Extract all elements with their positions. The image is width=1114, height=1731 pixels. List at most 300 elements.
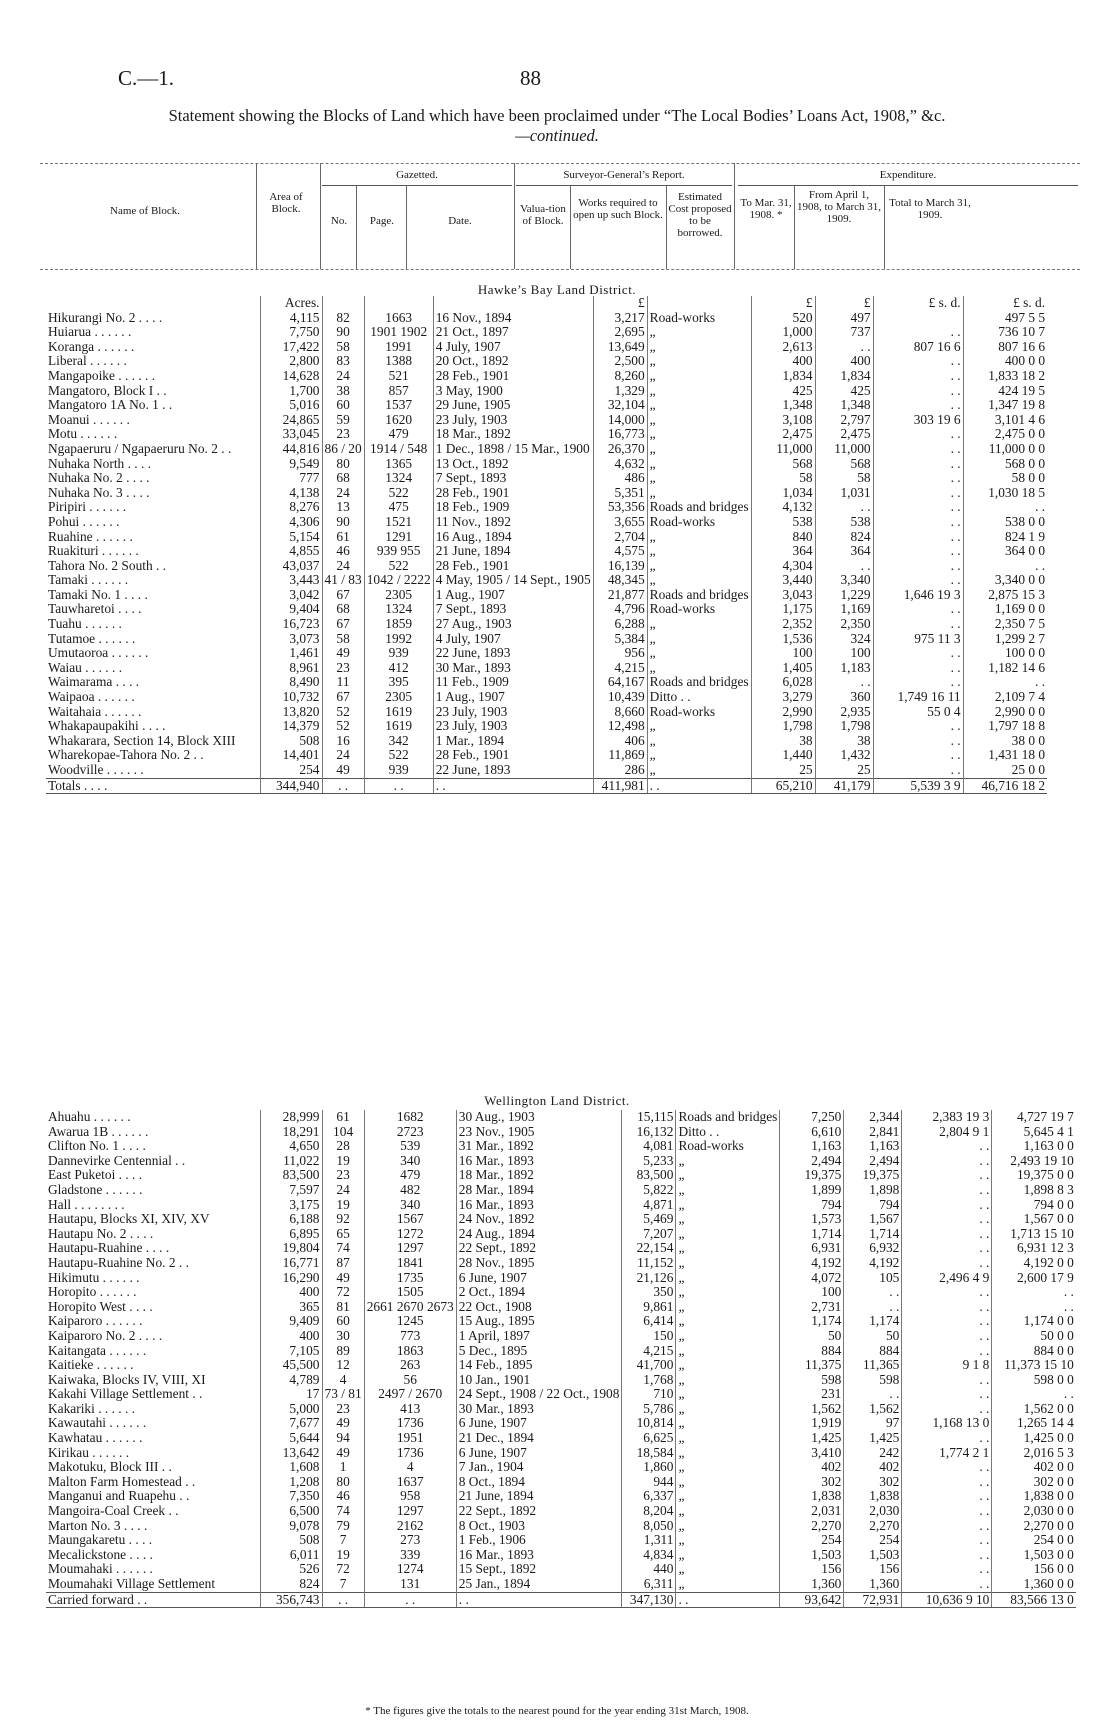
table-row [46, 690, 1047, 705]
cell-exp-total: 2,475 0 0 [963, 427, 1047, 442]
header-to-mar: To Mar. 31, 1908. * [740, 197, 792, 221]
cell-exp-1908-09: . . [873, 530, 963, 545]
cell-exp-to-1908: 6,932 [844, 1241, 902, 1256]
cell-gazette-page: 412 [364, 661, 433, 676]
cell-gazette-date: 6 June, 1907 [456, 1271, 622, 1286]
cell-block-name: Hall . . . . . . . . [48, 1197, 125, 1212]
cell-estimated-cost: 11,000 [751, 442, 815, 457]
cell-exp-to-1908: 41,179 [815, 778, 873, 794]
cell-works: „ [647, 413, 751, 428]
cell-block-name: Horopito . . . . . . [48, 1285, 137, 1300]
cell-block-name: Whakapaupakihi . . . . [48, 719, 166, 734]
cell-exp-total: 2,875 15 3 [963, 588, 1047, 603]
cell-block-name: Nuhaka No. 3 . . . . [48, 485, 150, 500]
cell-gazette-no: 16 [322, 734, 364, 749]
cell-gazette-page: 131 [364, 1577, 456, 1592]
cell-gazette-no: 72 [322, 1562, 364, 1577]
cell-estimated-cost: 2,270 [780, 1519, 844, 1534]
cell-estimated-cost: 156 [780, 1562, 844, 1577]
cell-gazette-page: 1901 1902 [364, 325, 433, 340]
cell-gazette-page: 340 [364, 1198, 456, 1213]
cell-valuation: 12,498 [593, 719, 647, 734]
cell-exp-to-1908: 425 [815, 384, 873, 399]
cell-estimated-cost: 884 [780, 1344, 844, 1359]
wellington-table [46, 1110, 1076, 1608]
cell-valuation: 64,167 [593, 675, 647, 690]
table-row [46, 427, 1047, 442]
cell-gazette-date: 22 Sept., 1892 [456, 1504, 622, 1519]
cell-gazette-page: 395 [364, 675, 433, 690]
cell-gazette-date: 3 May, 1900 [433, 384, 593, 399]
cell-gazette-page: 1365 [364, 457, 433, 472]
cell-exp-total: . . [963, 500, 1047, 515]
cell-exp-total: 1,797 18 8 [963, 719, 1047, 734]
cell-gazette-no: 23 [322, 427, 364, 442]
cell-valuation: 6,625 [622, 1431, 676, 1446]
cell-works: „ [676, 1533, 780, 1548]
cell-works: „ [647, 544, 751, 559]
table-row [46, 1387, 1076, 1402]
cell-gazette-page: 479 [364, 427, 433, 442]
cell-exp-total: 3,340 0 0 [963, 573, 1047, 588]
header-surveyor: Surveyor-General’s Report. [563, 169, 685, 181]
cell-works: Road-works [647, 705, 751, 720]
cell-block-name: Hautapu No. 2 . . . . [48, 1226, 154, 1241]
total-row [46, 778, 1047, 794]
cell-estimated-cost: 1,919 [780, 1416, 844, 1431]
cell-works: „ [647, 559, 751, 574]
cell-area: 14,379 [260, 719, 322, 734]
cell-gazette-no: 52 [322, 705, 364, 720]
cell-exp-1908-09: 5,539 3 9 [873, 778, 963, 794]
cell-gazette-page: 1951 [364, 1431, 456, 1446]
cell-area: 6,895 [260, 1227, 322, 1242]
cell-area: 5,016 [260, 398, 322, 413]
cell-gazette-page: 1291 [364, 530, 433, 545]
cell-valuation: 347,130 [622, 1592, 676, 1608]
cell-exp-1908-09: . . [873, 573, 963, 588]
cell-valuation: 5,351 [593, 486, 647, 501]
cell-gazette-page: 1245 [364, 1314, 456, 1329]
cell-block-name: Umutaoroa . . . . . . [48, 646, 149, 661]
cell-gazette-no: 23 [322, 661, 364, 676]
cell-valuation: 5,822 [622, 1183, 676, 1198]
cell-gazette-page: 1521 [364, 515, 433, 530]
cell-estimated-cost: 19,375 [780, 1168, 844, 1183]
units-row [46, 296, 1047, 311]
cell-gazette-no: 74 [322, 1504, 364, 1519]
cell-area: 10,732 [260, 690, 322, 705]
cell-gazette-no: 87 [322, 1256, 364, 1271]
cell-block-name: Kakariki . . . . . . [48, 1401, 136, 1416]
cell-area: 14,628 [260, 369, 322, 384]
cell-works: Road-works [676, 1139, 780, 1154]
cell-block-name: Tuahu . . . . . . [48, 617, 122, 632]
cell-works: „ [647, 427, 751, 442]
cell-exp-1908-09: . . [902, 1300, 992, 1315]
cell-exp-total: 824 1 9 [963, 530, 1047, 545]
cell-valuation: 22,154 [622, 1241, 676, 1256]
cell-works: „ [676, 1285, 780, 1300]
cell-works: „ [647, 486, 751, 501]
cell-gazette-date: 30 Aug., 1903 [456, 1110, 622, 1125]
cell-valuation: 5,384 [593, 632, 647, 647]
cell-valuation: 1,311 [622, 1533, 676, 1548]
table-row [46, 354, 1047, 369]
cell-area: 3,443 [260, 573, 322, 588]
cell-exp-1908-09: . . [873, 384, 963, 399]
table-row [46, 675, 1047, 690]
statement-title [50, 106, 1064, 146]
title-main: Statement showing the Blocks of Land which have been proclaimed under “The Local Bodies’ Loans Act, 1908,” &c. [168, 106, 946, 125]
cell-valuation: 15,115 [622, 1110, 676, 1125]
table-row [46, 573, 1047, 588]
cell-gazette-date: 18 Feb., 1909 [433, 500, 593, 515]
cell-area: 400 [260, 1285, 322, 1300]
cell-gazette-page: 1863 [364, 1344, 456, 1359]
cell-area: 17 [260, 1387, 322, 1402]
cell-valuation: 1,860 [622, 1460, 676, 1475]
cell-exp-to-1908: 2,030 [844, 1504, 902, 1519]
cell-gazette-date: 1 Feb., 1906 [456, 1533, 622, 1548]
cell-gazette-page: 1297 [364, 1241, 456, 1256]
cell-exp-total: 364 0 0 [963, 544, 1047, 559]
cell-valuation: 18,584 [622, 1446, 676, 1461]
cell-exp-1908-09: 1,749 16 11 [873, 690, 963, 705]
cell-works: „ [676, 1416, 780, 1431]
cell-gazette-no: 73 / 81 [322, 1387, 364, 1402]
cell-block-name: Moumahaki Village Settlement [48, 1577, 216, 1591]
cell-gazette-no: 67 [322, 617, 364, 632]
cell-estimated-cost: 50 [780, 1329, 844, 1344]
cell-gazette-date: 16 Aug., 1894 [433, 530, 593, 545]
cell-gazette-date: 21 Dec., 1894 [456, 1431, 622, 1446]
cell-works: „ [676, 1168, 780, 1183]
cell-area: 33,045 [260, 427, 322, 442]
cell-exp-1908-09: . . [902, 1475, 992, 1490]
cell-gazette-no: 1 [322, 1460, 364, 1475]
cell-gazette-page: 1505 [364, 1285, 456, 1300]
cell-area: 824 [260, 1577, 322, 1592]
cell-exp-to-1908: 1,163 [844, 1139, 902, 1154]
cell-estimated-cost: 231 [780, 1387, 844, 1402]
cell-works: „ [647, 398, 751, 413]
cell-area: 254 [260, 763, 322, 778]
cell-gazette-no: 58 [322, 632, 364, 647]
cell-gazette-no: 24 [322, 486, 364, 501]
cell-works: „ [676, 1562, 780, 1577]
cell-exp-to-1908: 2,270 [844, 1519, 902, 1534]
cell-block-name: Dannevirke Centennial . . [48, 1153, 186, 1168]
cell-gazette-page: 1736 [364, 1446, 456, 1461]
cell-estimated-cost: 2,731 [780, 1300, 844, 1315]
cell-gazette-page: 773 [364, 1329, 456, 1344]
cell-exp-1908-09: 2,804 9 1 [902, 1125, 992, 1140]
cell-area: 9,078 [260, 1519, 322, 1534]
cell-exp-1908-09: 807 16 6 [873, 340, 963, 355]
cell-exp-1908-09: . . [873, 734, 963, 749]
table-header [40, 163, 1080, 283]
cell-exp-to-1908: 1,348 [815, 398, 873, 413]
cell-gazette-date: 24 Sept., 1908 / 22 Oct., 1908 [456, 1387, 622, 1402]
table-row [46, 1504, 1076, 1519]
cell-estimated-cost: 2,613 [751, 340, 815, 355]
table-row [46, 530, 1047, 545]
cell-area: 4,115 [260, 311, 322, 326]
cell-estimated-cost: 4,072 [780, 1271, 844, 1286]
cell-block-name: Horopito West . . . . [48, 1299, 153, 1314]
cell-block-name: Kawautahi . . . . . . [48, 1416, 147, 1431]
cell-gazette-no: 49 [322, 763, 364, 778]
cell-estimated-cost: 2,494 [780, 1154, 844, 1169]
table-row [46, 1562, 1076, 1577]
cell-exp-total: 5,645 4 1 [992, 1125, 1076, 1140]
cell-works: „ [676, 1373, 780, 1388]
table-row [46, 369, 1047, 384]
cell-exp-1908-09: 9 1 8 [902, 1358, 992, 1373]
cell-exp-to-1908: 1,567 [844, 1212, 902, 1227]
cell-exp-1908-09: . . [902, 1387, 992, 1402]
table-row [46, 1402, 1076, 1417]
cell-area: 13,820 [260, 705, 322, 720]
cell-gazette-no: 65 [322, 1227, 364, 1242]
cell-gazette-no: 92 [322, 1212, 364, 1227]
cell-gazette-page: 1736 [364, 1416, 456, 1431]
cell-gazette-date: 28 Feb., 1901 [433, 748, 593, 763]
cell-estimated-cost: 58 [751, 471, 815, 486]
cell-exp-1908-09: . . [902, 1577, 992, 1592]
cell-gazette-no: 11 [322, 675, 364, 690]
cell-area: 5,000 [260, 1402, 322, 1417]
cell-gazette-date: 4 May, 1905 / 14 Sept., 1905 [433, 573, 593, 588]
cell-estimated-cost: 1,798 [751, 719, 815, 734]
cell-exp-to-1908: 254 [844, 1533, 902, 1548]
cell-exp-to-1908: 105 [844, 1271, 902, 1286]
cell-exp-total: 2,109 7 4 [963, 690, 1047, 705]
cell-valuation: 8,050 [622, 1519, 676, 1534]
cell-exp-1908-09: . . [873, 559, 963, 574]
cell-works: . . [647, 778, 751, 794]
cell-gazette-no: 19 [322, 1198, 364, 1213]
cell-gazette-page: 857 [364, 384, 433, 399]
cell-exp-1908-09: . . [902, 1139, 992, 1154]
cell-works: „ [676, 1344, 780, 1359]
table-row [46, 559, 1047, 574]
cell-block-name: Kaitangata . . . . . . [48, 1343, 147, 1358]
cell-estimated-cost: 2,352 [751, 617, 815, 632]
cell-gazette-date: 22 June, 1893 [433, 763, 593, 778]
table-row [46, 515, 1047, 530]
cell-valuation: 83,500 [622, 1168, 676, 1183]
table-row [46, 1489, 1076, 1504]
cell-gazette-page: 1735 [364, 1271, 456, 1286]
cell-block-name: Mangatoro, Block I . . [48, 383, 167, 398]
cell-exp-to-1908: 58 [815, 471, 873, 486]
cell-block-name: Mangapoike . . . . . . [48, 368, 156, 383]
cell-gazette-date: 13 Oct., 1892 [433, 457, 593, 472]
cell-valuation: 956 [593, 646, 647, 661]
cell-exp-1908-09: . . [873, 500, 963, 515]
cell-works: „ [647, 748, 751, 763]
cell-estimated-cost: 520 [751, 311, 815, 326]
cell-estimated-cost: 1,503 [780, 1548, 844, 1563]
cell-gazette-date: 6 June, 1907 [456, 1446, 622, 1461]
cell-gazette-page: 1537 [364, 398, 433, 413]
table-row [46, 325, 1047, 340]
cell-gazette-no: 61 [322, 530, 364, 545]
header-total: Total to March 31, 1909. [889, 197, 971, 221]
cell-works: „ [676, 1314, 780, 1329]
table-row [46, 457, 1047, 472]
cell-gazette-date: 28 Feb., 1901 [433, 559, 593, 574]
cell-gazette-no: 68 [322, 602, 364, 617]
cell-block-name: Woodville . . . . . . [48, 763, 144, 777]
cell-gazette-no: 38 [322, 384, 364, 399]
cell-exp-total: 424 19 5 [963, 384, 1047, 399]
cell-estimated-cost: 302 [780, 1475, 844, 1490]
cell-estimated-cost: £ [751, 296, 815, 311]
cell-works: „ [676, 1183, 780, 1198]
cell-estimated-cost: 2,475 [751, 427, 815, 442]
cell-estimated-cost: 100 [780, 1285, 844, 1300]
cell-area: 356,743 [260, 1592, 322, 1608]
table-row [46, 1300, 1076, 1315]
cell-gazette-date: 16 Mar., 1893 [456, 1198, 622, 1213]
cell-block-name: Kirikau . . . . . . [48, 1445, 130, 1460]
cell-valuation: 16,773 [593, 427, 647, 442]
cell-gazette-no: 58 [322, 340, 364, 355]
cell-gazette-date: 28 Mar., 1894 [456, 1183, 622, 1198]
cell-exp-total: 1,347 19 8 [963, 398, 1047, 413]
cell-exp-total: 2,990 0 0 [963, 705, 1047, 720]
cell-estimated-cost: 1,899 [780, 1183, 844, 1198]
cell-gazette-date: 16 Nov., 1894 [433, 311, 593, 326]
cell-area: 4,306 [260, 515, 322, 530]
cell-estimated-cost: 1,360 [780, 1577, 844, 1592]
cell-exp-1908-09: . . [902, 1344, 992, 1359]
cell-gazette-date: 24 Aug., 1894 [456, 1227, 622, 1242]
district-heading-wellington: Wellington Land District. [484, 1093, 630, 1108]
cell-area: 7,750 [260, 325, 322, 340]
cell-exp-total: 1,163 0 0 [992, 1139, 1076, 1154]
cell-valuation: 8,204 [622, 1504, 676, 1519]
cell-valuation: 10,439 [593, 690, 647, 705]
cell-gazette-no: 46 [322, 544, 364, 559]
cell-exp-to-1908: . . [815, 340, 873, 355]
cell-estimated-cost: 4,132 [751, 500, 815, 515]
cell-block-name: Hautapu-Ruahine . . . . [48, 1241, 170, 1256]
cell-exp-1908-09: . . [902, 1154, 992, 1169]
cell-exp-to-1908: 19,375 [844, 1168, 902, 1183]
cell-valuation: 4,081 [622, 1139, 676, 1154]
cell-area: 1,208 [260, 1475, 322, 1490]
cell-exp-to-1908: 1,174 [844, 1314, 902, 1329]
cell-works: „ [676, 1475, 780, 1490]
cell-gazette-date: . . [456, 1592, 622, 1608]
cell-estimated-cost: 568 [751, 457, 815, 472]
cell-estimated-cost: 1,163 [780, 1139, 844, 1154]
cell-gazette-date: 21 June, 1894 [456, 1489, 622, 1504]
cell-gazette-date: 15 Sept., 1892 [456, 1562, 622, 1577]
cell-gazette-page: 2723 [364, 1125, 456, 1140]
cell-block-name: Kaitieke . . . . . . [48, 1358, 134, 1373]
cell-valuation: 11,869 [593, 748, 647, 763]
cell-gazette-date: 1 Dec., 1898 / 15 Mar., 1900 [433, 442, 593, 457]
cell-exp-total: 302 0 0 [992, 1475, 1076, 1490]
cell-gazette-no: 23 [322, 1168, 364, 1183]
cell-estimated-cost: 1,425 [780, 1431, 844, 1446]
cell-block-name: Hautapu-Ruahine No. 2 . . [48, 1255, 189, 1270]
cell-gazette-no: 4 [322, 1373, 364, 1388]
cell-exp-total: 83,566 13 0 [992, 1592, 1076, 1608]
page-number: 88 [520, 66, 541, 90]
cell-estimated-cost: 538 [751, 515, 815, 530]
cell-exp-to-1908: 11,365 [844, 1358, 902, 1373]
cell-exp-to-1908: 1,714 [844, 1227, 902, 1242]
cell-exp-1908-09: . . [873, 646, 963, 661]
cell-exp-1908-09: 10,636 9 10 [902, 1592, 992, 1608]
table-row [46, 632, 1047, 647]
cell-gazette-no: 80 [322, 457, 364, 472]
cell-gazette-page: 1859 [364, 617, 433, 632]
cell-gazette-page: 939 955 [364, 544, 433, 559]
table-row [46, 661, 1047, 676]
cell-gazette-no [322, 296, 364, 311]
cell-gazette-page: 342 [364, 734, 433, 749]
cell-exp-1908-09: 2,496 4 9 [902, 1271, 992, 1286]
cell-estimated-cost: 1,034 [751, 486, 815, 501]
cell-estimated-cost: 402 [780, 1460, 844, 1475]
cell-gazette-date: 1 Mar., 1894 [433, 734, 593, 749]
cell-block-name: Waipaoa . . . . . . [48, 690, 135, 705]
table-row [46, 1271, 1076, 1286]
cell-exp-to-1908: 598 [844, 1373, 902, 1388]
cell-exp-to-1908: 2,935 [815, 705, 873, 720]
cell-gazette-no: 59 [322, 413, 364, 428]
cell-exp-to-1908: 400 [815, 354, 873, 369]
cell-block-name: Waimarama . . . . [48, 675, 140, 690]
cell-estimated-cost: 4,304 [751, 559, 815, 574]
cell-works: „ [676, 1548, 780, 1563]
cell-exp-to-1908: . . [844, 1285, 902, 1300]
cell-exp-to-1908: 568 [815, 457, 873, 472]
cell-estimated-cost: 11,375 [780, 1358, 844, 1373]
cell-gazette-page: 939 [364, 646, 433, 661]
cell-block-name: Totals . . . . [46, 778, 260, 794]
cell-estimated-cost: 25 [751, 763, 815, 778]
cell-valuation: 1,768 [622, 1373, 676, 1388]
cell-area: 14,401 [260, 748, 322, 763]
cell-area: Acres. [260, 296, 322, 311]
cell-exp-to-1908: 72,931 [844, 1592, 902, 1608]
cell-estimated-cost: 1,348 [751, 398, 815, 413]
cell-works: Road-works [647, 515, 751, 530]
cell-block-name: Waiau . . . . . . [48, 660, 123, 675]
cell-block-name: Tamaki No. 1 . . . . [48, 587, 148, 602]
table-row [46, 1548, 1076, 1563]
cell-area: 4,138 [260, 486, 322, 501]
cell-exp-to-1908: 1,360 [844, 1577, 902, 1592]
cell-area: 7,350 [260, 1489, 322, 1504]
cell-exp-total: 2,600 17 9 [992, 1271, 1076, 1286]
cell-valuation: 440 [622, 1562, 676, 1577]
cell-estimated-cost: 1,440 [751, 748, 815, 763]
cell-valuation: 350 [622, 1285, 676, 1300]
cell-gazette-no: 60 [322, 1314, 364, 1329]
cell-exp-total: 4,727 19 7 [992, 1110, 1076, 1125]
cell-exp-to-1908: 794 [844, 1198, 902, 1213]
cell-exp-total: 1,431 18 0 [963, 748, 1047, 763]
